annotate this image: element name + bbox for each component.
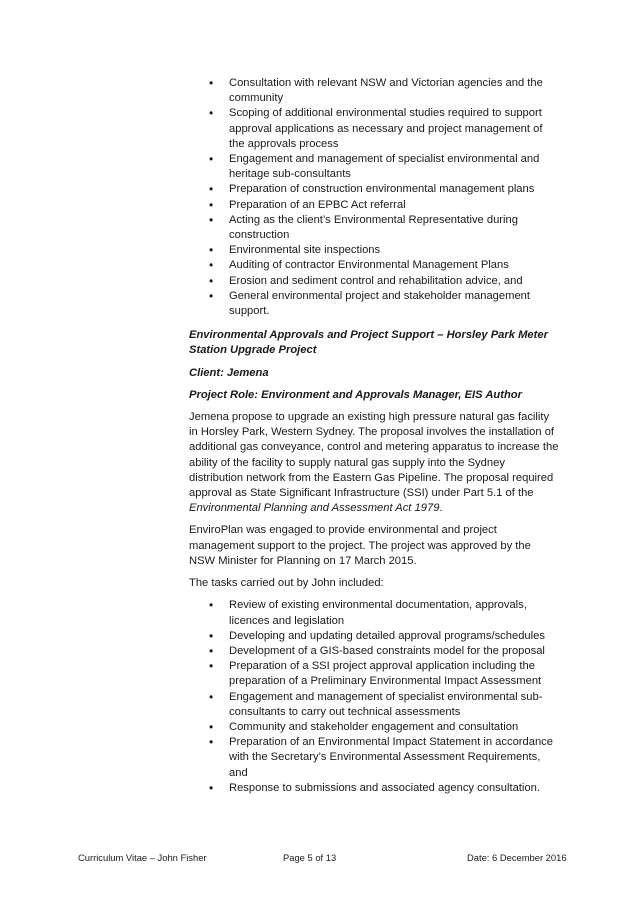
list-item: • Response to submissions and associated agency consultation. <box>189 781 559 796</box>
list-item: • Consultation with relevant NSW and Victorian agencies and the community <box>189 76 559 106</box>
project-client: Client: Jemena <box>189 366 269 379</box>
list-item: • Preparation of an Environmental Impact Statement in accordance with the Secretary’s Environmental Assessment Requirements, and <box>189 735 559 781</box>
project-title: Environmental Approvals and Project Support – Horsley Park Meter Station Upgrade Project <box>189 329 548 357</box>
list-item: • Development of a GIS-based constraints model for the proposal <box>189 644 559 659</box>
description-text: Jemena propose to upgrade an existing high pressure natural gas facility in Horsley Park, Western Sydney. The proposal involves the installation of additional gas conveyance, control and metering apparatus to increase the ability of the facility to supply natural gas supply into the Sydney distribution network from the Eastern Gas Pipeline. The proposal required approval as State Significant Infrastructure (SSI) under Part 5.1 of the <box>189 411 559 500</box>
tasks-intro: The tasks carried out by John included: <box>189 577 384 590</box>
list-item: • Preparation of a SSI project approval application including the preparation of a Preliminary Environmental Impact Assessment <box>189 659 559 689</box>
list-item: • Community and stakeholder engagement and consultation <box>189 720 559 735</box>
footer-document-title: Curriculum Vitae – John Fisher <box>78 852 207 863</box>
list-item: • Scoping of additional environmental studies required to support approval applications as necessary and project management of the approvals process <box>189 106 559 152</box>
description-end: . <box>439 502 443 515</box>
footer-date: Date: 6 December 2016 <box>467 852 567 863</box>
page-content <box>189 76 559 796</box>
project-support-paragraph: EnviroPlan was engaged to provide environmental and project management support to the project. The project was approved by the NSW Minister for Planning on 17 March 2015. <box>189 524 531 567</box>
tasks-list <box>189 598 559 796</box>
list-item: • Erosion and sediment control and rehabilitation advice, and <box>189 274 559 289</box>
list-item: • Acting as the client’s Environmental Representative during construction <box>189 213 559 243</box>
list-item: • Preparation of construction environmental management plans <box>189 182 559 197</box>
footer-page-number: Page 5 of 13 <box>283 852 337 863</box>
list-item: • Review of existing environmental documentation, approvals, licences and legislation <box>189 598 559 628</box>
list-item: • Engagement and management of specialist environmental sub-consultants to carry out technical assessments <box>189 690 559 720</box>
project-role: Project Role: Environment and Approvals Manager, EIS Author <box>189 388 522 401</box>
list-item: • Environmental site inspections <box>189 243 559 258</box>
responsibilities-list <box>189 76 559 319</box>
list-item: • Preparation of an EPBC Act referral <box>189 198 559 213</box>
list-item: • Developing and updating detailed approval programs/schedules <box>189 629 559 644</box>
list-item: • General environmental project and stakeholder management support. <box>189 289 559 319</box>
act-name: Environmental Planning and Assessment Act 1979 <box>189 502 440 515</box>
list-item: • Auditing of contractor Environmental Management Plans <box>189 258 559 273</box>
list-item: • Engagement and management of specialist environmental and heritage sub-consultants <box>189 152 559 182</box>
project-description <box>189 410 559 516</box>
